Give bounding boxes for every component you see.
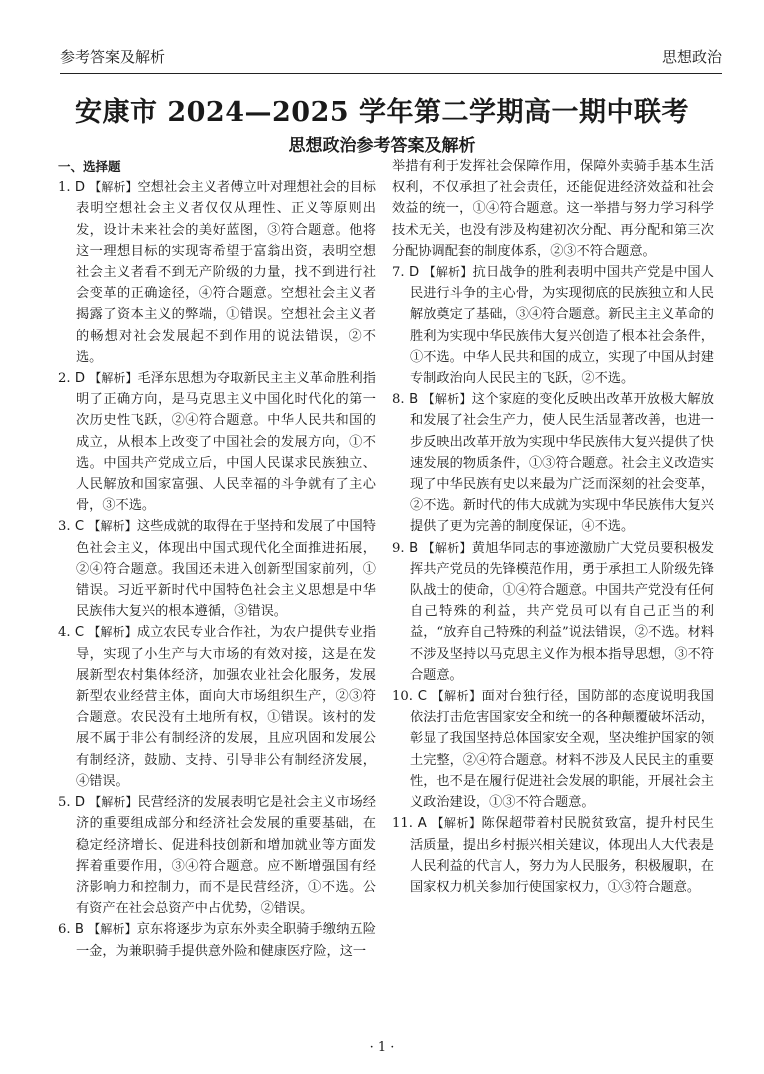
item-number: 11. (392, 816, 413, 832)
page-subtitle: 思想政治参考答案及解析 (288, 136, 476, 156)
item-text: 空想社会主义者傅立叶对理想社会的目标表明空想社会主义者仅仅从理性、正义等原则出发，设计未来社会的美好蓝图，③符合题意。他将这一理想目标的实现寄希望于富翁出资，表明空想社会主义者看不到无产阶级的力量，找不到进行社会变革的正确途径，④符合题意。空想社会主义者揭露了资本主义的弊端，①错误。空想社会主义者的畅想对社会发展起不到作用的说法错误，②不选。 (76, 180, 376, 365)
item-number: 8. (392, 392, 405, 408)
item-number: 1. (58, 180, 71, 196)
item-number: 7. (392, 265, 405, 281)
item-text: 成立农民专业合作社，为农户提供专业指导，实现了小生产与大市场的有效对接，这是在发展新型农村集体经济，加强农业社会化服务，发展新型农业经营主体，面向大市场组织生产，②③符合题意。农民没有土地所有权，①错误。该村的发展不属于非公有制经济的发展，且应巩固和发展公有制经济，鼓励、支持、引导非公有制经济发展，④错误。 (76, 625, 376, 789)
item-number: 5. (58, 795, 71, 811)
answer-item (392, 686, 714, 813)
item-text: 陈保超带着村民脱贫致富，提升村民生活质量，提出乡村振兴相关建议，体现出人大代表是人民利益的代言人，努力为人民服务，积极履职，在国家权力机关参加行使国家权力，①③符合题意。 (410, 816, 714, 895)
item-number: 6. (58, 922, 71, 938)
analysis-tag: 【解析】 (88, 922, 137, 937)
item-text: 京东将逐步为京东外卖全职骑手缴纳五险一金，为兼职骑手提供意外险和健康医疗险，这一 (76, 922, 376, 959)
answer-item (392, 389, 714, 537)
item-answer: D (409, 265, 420, 281)
analysis-tag: 【解析】 (422, 540, 472, 555)
analysis-tag: 【解析】 (89, 371, 138, 386)
analysis-tag: 【解析】 (422, 392, 472, 407)
item-answer: D (74, 371, 86, 387)
header-left: 参考答案及解析 (60, 48, 166, 66)
item-text: 这个家庭的变化反映出改革开放极大解放和发展了社会生产力，使人民生活显著改善，也进一步反映出改革开放为实现中华民族伟大复兴提供了快速发展的物质条件，①③符合题意。社会主义改造实现了中华民族有史以来最为广泛而深刻的社会变革，②不选。新时代的伟大成就为实现中华民族伟大复兴提供了更为完善的制度保证，④不选。 (410, 392, 714, 535)
item-answer: C (74, 519, 85, 535)
item-answer: C (417, 689, 427, 705)
section-heading: 一、选择题 (58, 159, 121, 174)
item-answer: C (74, 625, 85, 641)
item-number: 9. (392, 540, 405, 556)
item-answer: A (417, 816, 427, 832)
item-answer: B (409, 540, 419, 556)
header-rule (60, 73, 722, 74)
answer-item (58, 792, 376, 919)
item-text: 毛泽东思想为夺取新民主主义革命胜利指明了正确方向，是马克思主义中国化时代化的第一次历史性飞跃，②④符合题意。中华人民共和国的成立，从根本上改变了中国社会的发展方向，①不选。中国共产党成立后，中国人民谋求民族独立、人民解放和国家富强、人民幸福的斗争就有了主心骨，③不选。 (76, 371, 376, 514)
analysis-tag: 【解析】 (89, 180, 138, 195)
item-answer: B (74, 922, 84, 938)
right-column (392, 156, 714, 898)
item-text: 黄旭华同志的事迹激励广大党员要积极发挥共产党员的先锋模范作用，勇于承担工人阶级先锋队战士的使命，①④符合题意。中国共产党没有任何自己特殊的利益，共产党员可以有自己正当的利益，“放弃自己特殊的利益”说法错误，②不选。材料不涉及坚持以马克思主义作为根本指导思想，③不符合题意。 (410, 540, 714, 683)
analysis-tag: 【解析】 (431, 689, 482, 704)
analysis-tag: 【解析】 (423, 265, 473, 280)
header-right: 思想政治 (661, 48, 722, 66)
item-answer: B (409, 392, 419, 408)
item-text: 抗日战争的胜利表明中国共产党是中国人民进行斗争的主心骨，为实现彻底的民族独立和人民解放奠定了基础，③④符合题意。新民主主义革命的胜利为实现中华民族伟大复兴创造了根本社会条件，①不选。中华人民共和国的成立，实现了中国从封建专制政治向人民民主的飞跃，②不选。 (410, 265, 714, 387)
page-title: 安康市 2024—2025 学年第二学期高一期中联考 (74, 97, 690, 128)
answer-item (392, 262, 714, 389)
answer-item (58, 177, 376, 368)
answer-item (58, 368, 376, 516)
item-text: 面对台独行径，国防部的态度说明我国依法打击危害国家安全和统一的各种颠覆破坏活动，彰显了我国坚持总体国家安全观，坚决维护国家的领土完整，②④符合题意。材料不涉及人民民主的重要性，也不是在履行促进社会发展的职能，开展社会主义政治建设，①③不符合题意。 (410, 689, 714, 811)
analysis-tag: 【解析】 (88, 519, 137, 534)
answer-item (392, 813, 714, 898)
analysis-tag: 【解析】 (88, 625, 137, 640)
page-number: · 1 · (369, 1040, 395, 1055)
item-text: 这些成就的取得在于坚持和发展了中国特色社会主义，体现出中国式现代化全面推进拓展，②④符合题意。我国还未进入创新型国家前列，①错误。习近平新时代中国特色社会主义思想是中华民族伟大复兴的根本遵循，③错误。 (76, 519, 376, 620)
continued-text: 举措有利于发挥社会保障作用，保障外卖骑手基本生活权利，不仅承担了社会责任，还能促进经济效益和社会效益的统一，①④符合题意。这一举措与努力学习科学技术无关，也没有涉及构建初次分配、再分配和第三次分配协调配套的制度体系，②③不符合题意。 (392, 159, 714, 259)
answer-item (392, 538, 714, 686)
item-number: 2. (58, 371, 71, 387)
item-number: 3. (58, 519, 71, 535)
page-header (60, 46, 722, 70)
left-column (58, 156, 376, 962)
answer-item (58, 622, 376, 792)
item-text: 民营经济的发展表明它是社会主义市场经济的重要组成部分和经济社会发展的重要基础，在稳定经济增长、促进科技创新和增加就业等方面发挥着重要作用，③④符合题意。应不断增强国有经济影响力和控制力，而不是民营经济，①不选。公有资产在社会总资产中占优势，②错误。 (76, 795, 376, 917)
analysis-tag: 【解析】 (431, 816, 482, 831)
item-number: 4. (58, 625, 71, 641)
item-answer: D (74, 795, 86, 811)
item-answer: D (74, 180, 86, 196)
analysis-tag: 【解析】 (89, 795, 138, 810)
item-number: 10. (392, 689, 413, 705)
answer-item (58, 919, 376, 961)
answer-item (58, 516, 376, 622)
